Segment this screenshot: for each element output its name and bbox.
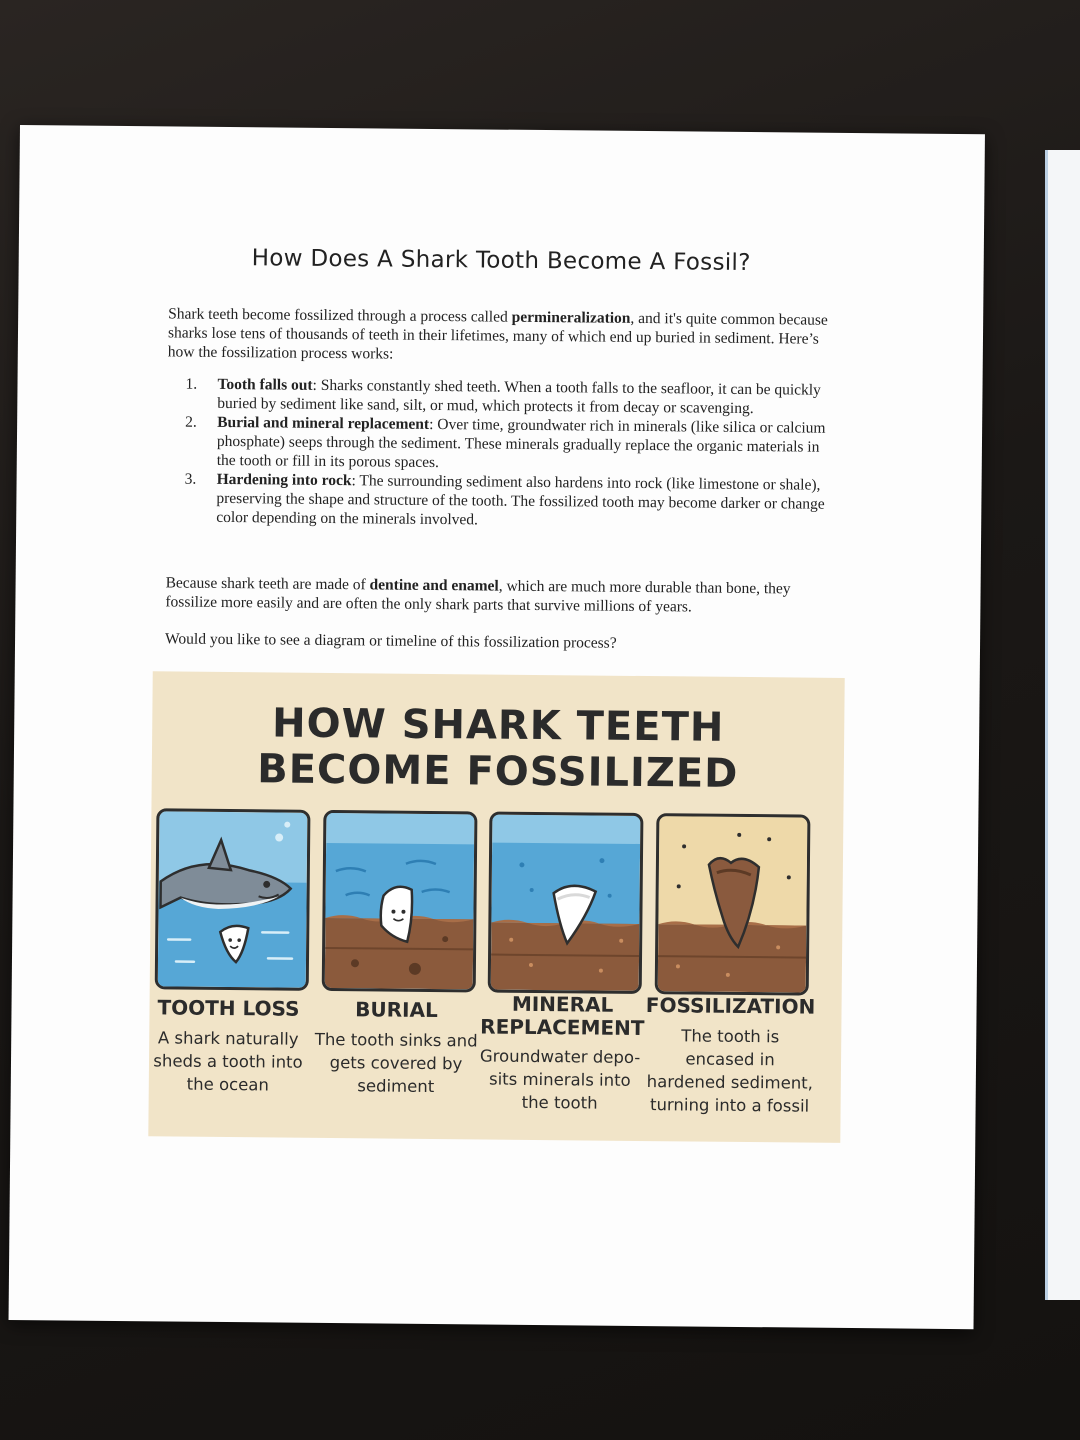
stage-label-mineral-replacement: MINERAL REPLACEMENT — [480, 991, 645, 1041]
tooth-loss-panel — [155, 808, 311, 990]
step-heading: Hardening into rock — [216, 470, 352, 490]
fossilization-infographic — [148, 671, 844, 1143]
step-text: : The surrounding sediment also hardens into rock (like limestone or shale), preserving the shape and structure of the tooth. The fossilized tooth may become darker or change color depending on the minerals involved. — [216, 472, 825, 529]
list-item — [184, 470, 835, 533]
stage-label-tooth-loss: TOOTH LOSS — [157, 995, 300, 1021]
infographic-title — [152, 699, 845, 798]
intro-bold-term: permineralization — [511, 308, 631, 327]
durability-paragraph — [165, 573, 835, 617]
fossilization-panel — [655, 813, 811, 995]
question-paragraph: Would you like to see a diagram or timeline of this fossilization process? — [164, 630, 617, 652]
burial-panel — [322, 810, 478, 992]
stage-desc-fossilization: The tooth is encased in hardened sediment, turning into a fossil — [646, 1026, 814, 1116]
step-number: 1. — [185, 375, 198, 393]
step-number: 3. — [184, 470, 197, 488]
stage-desc-tooth-loss: A shark naturally sheds a tooth into the ocean — [153, 1028, 303, 1095]
paper-sheet — [9, 125, 985, 1329]
infographic-title-line1: HOW SHARK TEETH — [271, 700, 725, 751]
stage-label-fossilization: FOSSILIZATION — [645, 993, 816, 1019]
step-heading: Tooth falls out — [217, 375, 313, 394]
intro-paragraph — [168, 304, 839, 367]
document-title: How Does A Shark Tooth Become A Fossil? — [251, 245, 751, 277]
list-item — [185, 413, 836, 476]
process-steps-list — [184, 375, 835, 533]
intro-text-a: Shark teeth become fossilized through a process called — [168, 305, 512, 326]
second-sheet-edge — [1045, 150, 1080, 1300]
para2-text-b: , which are much more durable than bone, they fossilize more easily and are often the only shark parts that survive millions of years. — [165, 577, 791, 616]
intro-text-b: , and it's quite common because sharks lose tens of thousands of teeth in their lifetimes, many of which end up buried in sediment. Here’s how the fossilization process works: — [167, 309, 828, 363]
infographic-title-line2: BECOME FOSSILIZED — [257, 746, 739, 797]
list-item — [185, 375, 835, 419]
step-text: : Over time, groundwater rich in minerals (like silica or calcium phosphate) seeps through the sediment. These minerals gradually replace the organic materials in the tooth or fill in its porous spaces. — [216, 415, 826, 472]
step-text: : Sharks constantly shed teeth. When a tooth falls to the seafloor, it can be quickly buried by sediment like sand, silt, or mud, which protects it from decay or scavenging. — [217, 376, 821, 418]
para2-bold-term: dentine and enamel — [369, 576, 499, 595]
para2-text-a: Because shark teeth are made of — [165, 574, 370, 594]
stage-desc-mineral-replacement: Groundwater depo- sits minerals into the tooth — [479, 1046, 641, 1113]
step-number: 2. — [185, 413, 197, 431]
mineral-replacement-panel — [488, 812, 644, 994]
stage-desc-burial: The tooth sinks and gets covered by sediment — [314, 1029, 478, 1097]
stage-label-burial: BURIAL — [355, 997, 438, 1023]
step-heading: Burial and mineral replacement — [217, 413, 430, 433]
